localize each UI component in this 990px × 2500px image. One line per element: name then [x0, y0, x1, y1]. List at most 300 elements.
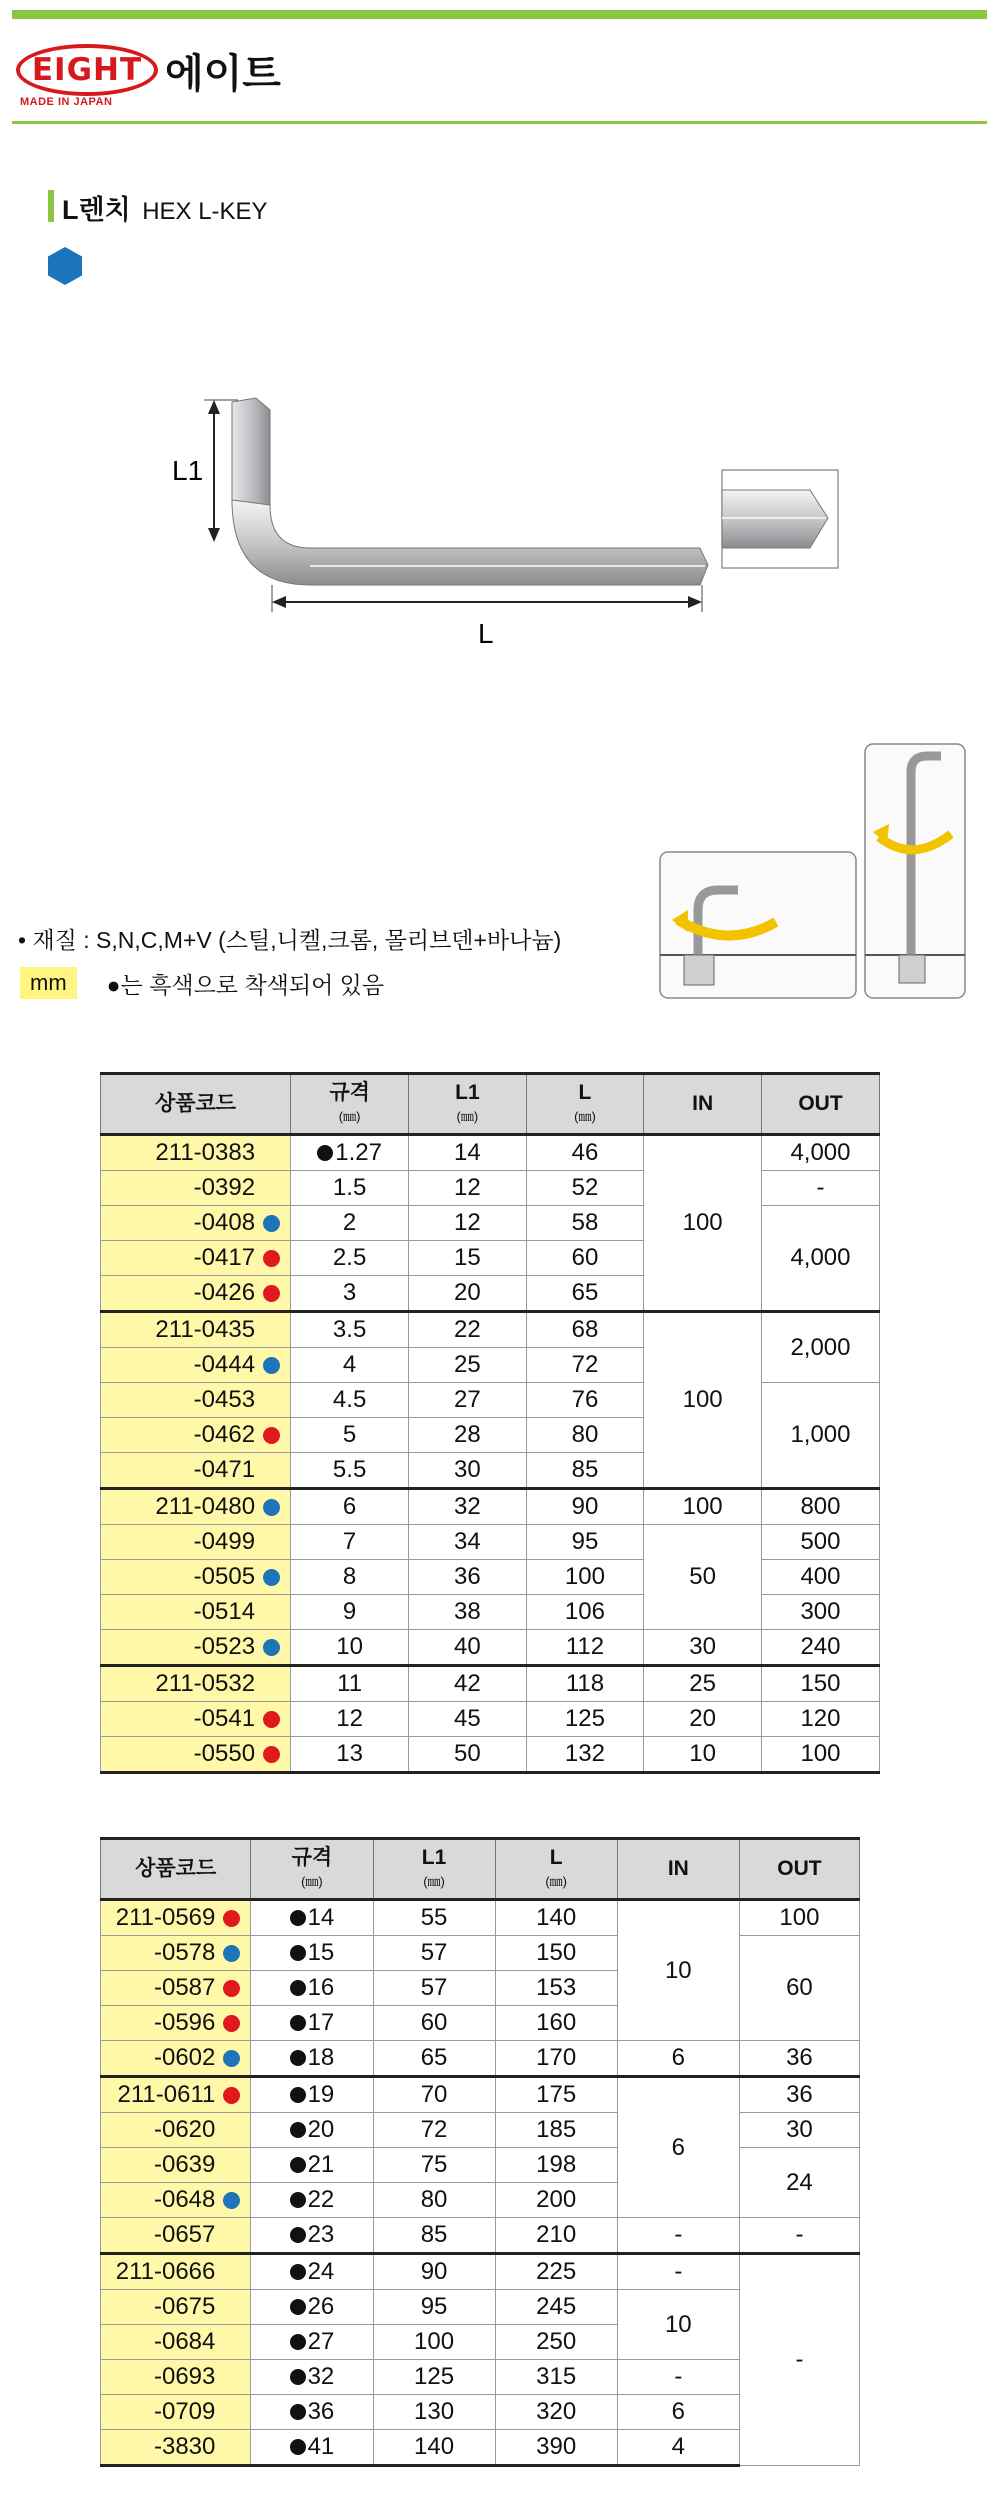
header-unit: (㎜): [301, 1874, 323, 1889]
black-dot-icon: [317, 1145, 333, 1161]
red-dot-icon: [223, 1980, 240, 1997]
product-code-cell: [101, 2254, 251, 2290]
l-cell: 175: [495, 2077, 617, 2113]
l1-cell: 75: [373, 2148, 495, 2183]
table-row: [101, 1666, 880, 1702]
l-cell: 132: [526, 1737, 644, 1773]
red-dot-icon: [223, 2087, 240, 2104]
l-cell: 106: [526, 1595, 644, 1630]
l1-cell: 20: [409, 1276, 526, 1312]
size-cell: [251, 2254, 373, 2290]
product-code-cell: [101, 1135, 291, 1171]
header-label: 상품코드: [154, 1091, 237, 1115]
product-code: 211-0383: [155, 1139, 256, 1166]
in-cell: 6: [617, 2077, 739, 2218]
l-cell: 60: [526, 1241, 644, 1276]
in-cell: 25: [644, 1666, 762, 1702]
l1-cell: 30: [409, 1453, 526, 1489]
size-cell: [251, 1936, 373, 1971]
size-value: 16: [307, 1974, 335, 2001]
size-value: 6: [342, 1493, 357, 1520]
header-unit: (㎜): [545, 1874, 568, 1889]
dot-spacer: [263, 1322, 280, 1339]
size-cell: [291, 1241, 409, 1276]
l-cell: 90: [526, 1489, 644, 1525]
size-value: 21: [307, 2151, 335, 2178]
l-cell: 80: [526, 1418, 644, 1453]
l1-cell: 70: [373, 2077, 495, 2113]
table-row: [101, 2218, 860, 2254]
l-cell: 390: [495, 2430, 617, 2466]
size-value: 10: [336, 1633, 363, 1660]
black-dot-icon: [290, 2087, 306, 2103]
product-code-cell: [101, 2183, 251, 2218]
l-cell: 118: [526, 1666, 644, 1702]
black-dot-icon: [290, 2369, 306, 2385]
size-value: 41: [307, 2433, 335, 2460]
in-cell: 6: [617, 2041, 739, 2077]
in-cell: -: [617, 2218, 739, 2254]
size-cell: [251, 2430, 373, 2466]
top-green-bar: [12, 10, 987, 19]
dot-spacer: [263, 1392, 280, 1409]
logo-text: EIGHT: [31, 52, 143, 88]
size-value: 2.5: [332, 1244, 367, 1271]
size-cell: [291, 1383, 409, 1418]
black-dot-icon: [290, 2439, 306, 2455]
in-cell: 30: [644, 1630, 762, 1666]
size-value: 32: [307, 2363, 335, 2390]
product-code: -0675: [153, 2293, 216, 2320]
out-cell: 300: [761, 1595, 879, 1630]
note-row: [20, 966, 384, 1000]
l-cell: 160: [495, 2006, 617, 2041]
product-code: -0709: [153, 2398, 216, 2425]
l-cell: 46: [526, 1135, 644, 1171]
out-cell: -: [739, 2218, 859, 2254]
product-code: 211-0532: [155, 1670, 256, 1697]
table-row: [101, 1560, 880, 1595]
table-row: [101, 1489, 880, 1525]
header-0: [101, 1839, 251, 1900]
out-cell: 800: [761, 1489, 879, 1525]
product-code-cell: [101, 1702, 291, 1737]
brand-name: 에이트: [165, 52, 281, 96]
table-row: [101, 1206, 880, 1241]
in-cell: 4: [617, 2430, 739, 2466]
product-code-cell: [101, 1666, 291, 1702]
blue-dot-icon: [263, 1357, 280, 1374]
header-label: 상품코드: [135, 1856, 217, 1880]
product-code: -0587: [153, 1974, 216, 2001]
table-row: [101, 1630, 880, 1666]
product-code: -0620: [153, 2116, 216, 2143]
dot-spacer: [223, 2264, 240, 2281]
dot-spacer: [223, 2334, 240, 2351]
size-cell: [251, 2183, 373, 2218]
usage-figure-vertical: [863, 742, 967, 1000]
l1-cell: 130: [373, 2395, 495, 2430]
size-cell: [251, 2006, 373, 2041]
l1-cell: 55: [373, 1900, 495, 1936]
in-cell: 50: [644, 1525, 762, 1630]
size-value: 7: [342, 1528, 357, 1555]
red-dot-icon: [263, 1746, 280, 1763]
header-3: [526, 1074, 644, 1135]
product-code: -0596: [153, 2009, 216, 2036]
l-cell: 198: [495, 2148, 617, 2183]
black-dot-icon: [290, 2264, 306, 2280]
l-cell: 185: [495, 2113, 617, 2148]
header-label: L: [549, 1845, 563, 1869]
size-value: 4.5: [332, 1386, 367, 1413]
size-cell: [251, 2148, 373, 2183]
l1-cell: 22: [409, 1312, 526, 1348]
product-code-cell: [101, 1276, 291, 1312]
product-code-cell: [101, 1936, 251, 1971]
l-cell: 250: [495, 2325, 617, 2360]
spec-table-1: [100, 1072, 880, 1774]
dot-spacer: [263, 1676, 280, 1693]
product-code: -0426: [193, 1279, 256, 1306]
product-code: -3830: [153, 2433, 216, 2460]
product-code: 211-0666: [115, 2258, 216, 2285]
size-value: 2: [342, 1209, 357, 1236]
dim-l1-label: L1: [172, 455, 204, 486]
size-cell: [251, 2395, 373, 2430]
product-code-cell: [101, 2430, 251, 2466]
size-value: 18: [307, 2044, 335, 2071]
header-label: 규격: [291, 1845, 333, 1869]
header-divider: [12, 121, 987, 124]
l1-cell: 25: [409, 1348, 526, 1383]
size-cell: [291, 1489, 409, 1525]
product-code-cell: [101, 2325, 251, 2360]
product-code-cell: [101, 1206, 291, 1241]
product-code: -0444: [193, 1351, 256, 1378]
product-code: -0417: [193, 1244, 256, 1271]
unit-mm-label: mm: [20, 967, 77, 999]
size-cell: [251, 1900, 373, 1936]
l-key-diagram: [160, 380, 880, 660]
product-code: 211-0435: [155, 1316, 256, 1343]
header-unit: (㎜): [423, 1874, 445, 1889]
l1-cell: 38: [409, 1595, 526, 1630]
product-code: -0392: [193, 1174, 256, 1201]
header-label: L1: [421, 1845, 447, 1869]
size-cell: [251, 2325, 373, 2360]
out-cell: 400: [761, 1560, 879, 1595]
out-cell: 100: [739, 1900, 859, 1936]
product-code: 211-0611: [117, 2081, 216, 2108]
out-cell: 36: [739, 2077, 859, 2113]
table-row: [101, 1737, 880, 1773]
dot-spacer: [223, 2404, 240, 2421]
table-row: [101, 1900, 860, 1936]
out-cell: 500: [761, 1525, 879, 1560]
table-row: [101, 2254, 860, 2290]
black-dot-icon: [290, 2015, 306, 2031]
out-cell: 2,000: [761, 1312, 879, 1383]
size-cell: [291, 1595, 409, 1630]
in-cell: -: [617, 2360, 739, 2395]
dot-spacer: [263, 1145, 280, 1162]
l1-cell: 57: [373, 1936, 495, 1971]
product-code-cell: [101, 1171, 291, 1206]
size-cell: [291, 1737, 409, 1773]
l-cell: 210: [495, 2218, 617, 2254]
product-code-cell: [101, 1971, 251, 2006]
logo-subtitle: MADE IN JAPAN: [20, 96, 113, 108]
size-value: 3: [342, 1279, 357, 1306]
l1-cell: 28: [409, 1418, 526, 1453]
red-dot-icon: [263, 1427, 280, 1444]
header-label: OUT: [777, 1856, 822, 1880]
l1-cell: 50: [409, 1737, 526, 1773]
black-dot-icon: [290, 2299, 306, 2315]
product-code-cell: [101, 1348, 291, 1383]
out-cell: 30: [739, 2113, 859, 2148]
header-label: OUT: [798, 1091, 843, 1115]
size-cell: [251, 2041, 373, 2077]
l1-cell: 125: [373, 2360, 495, 2395]
out-cell: 120: [761, 1702, 879, 1737]
l-cell: 76: [526, 1383, 644, 1418]
out-cell: -: [739, 2254, 859, 2466]
hex-icon: [46, 246, 84, 286]
usage-figure-horizontal: [658, 850, 858, 1000]
l1-cell: 27: [409, 1383, 526, 1418]
product-code-cell: [101, 1383, 291, 1418]
table-row: [101, 1702, 880, 1737]
black-dot-icon: [290, 2192, 306, 2208]
product-code-cell: [101, 1241, 291, 1276]
l-cell: 320: [495, 2395, 617, 2430]
size-value: 4: [342, 1351, 357, 1378]
blue-dot-icon: [263, 1215, 280, 1232]
dot-spacer: [263, 1604, 280, 1621]
in-cell: 10: [644, 1737, 762, 1773]
l-cell: 95: [526, 1525, 644, 1560]
spec-table-2: [100, 1837, 860, 2467]
header-label: L: [578, 1080, 592, 1104]
product-title: [62, 188, 268, 227]
l-cell: 225: [495, 2254, 617, 2290]
size-value: 17: [307, 2009, 335, 2036]
red-dot-icon: [223, 1910, 240, 1927]
l-cell: 72: [526, 1348, 644, 1383]
product-code: 211-0480: [155, 1493, 256, 1520]
l-cell: 315: [495, 2360, 617, 2395]
in-cell: 20: [644, 1702, 762, 1737]
l-cell: 140: [495, 1900, 617, 1936]
l1-cell: 95: [373, 2290, 495, 2325]
product-code-cell: [101, 2113, 251, 2148]
product-code-cell: [101, 2290, 251, 2325]
product-code: -0648: [153, 2186, 216, 2213]
out-cell: 100: [761, 1737, 879, 1773]
size-value: 23: [307, 2221, 335, 2248]
l-cell: 170: [495, 2041, 617, 2077]
table-row: [101, 2077, 860, 2113]
in-cell: 6: [617, 2395, 739, 2430]
l1-cell: 57: [373, 1971, 495, 2006]
size-cell: [251, 1971, 373, 2006]
l-cell: 125: [526, 1702, 644, 1737]
blue-dot-icon: [223, 1945, 240, 1962]
header-3: [495, 1839, 617, 1900]
black-dot-icon: [290, 1910, 306, 1926]
material-text: • 재질 : S,N,C,M+V (스틸,니켈,크롬, 몰리브덴+바나늄): [18, 927, 562, 953]
size-cell: [291, 1560, 409, 1595]
product-code: -0684: [153, 2328, 216, 2355]
size-value: 13: [336, 1740, 363, 1767]
l1-cell: 65: [373, 2041, 495, 2077]
header-4: [617, 1839, 739, 1900]
size-value: 12: [336, 1705, 363, 1732]
l1-cell: 80: [373, 2183, 495, 2218]
header-label: 규격: [329, 1080, 370, 1104]
size-value: 24: [307, 2258, 335, 2285]
header-row: [101, 1074, 880, 1135]
product-code: -0639: [153, 2151, 216, 2178]
in-cell: -: [617, 2254, 739, 2290]
product-code-cell: [101, 1737, 291, 1773]
l1-cell: 34: [409, 1525, 526, 1560]
title-accent-bar: [48, 190, 54, 222]
size-cell: [251, 2077, 373, 2113]
out-cell: 36: [739, 2041, 859, 2077]
product-code-cell: [101, 1595, 291, 1630]
l1-cell: 42: [409, 1666, 526, 1702]
product-code-cell: [101, 2148, 251, 2183]
size-cell: [291, 1453, 409, 1489]
red-dot-icon: [263, 1250, 280, 1267]
table-row: [101, 1525, 880, 1560]
product-code: 211-0569: [115, 1904, 216, 1931]
blue-dot-icon: [263, 1499, 280, 1516]
product-code: -0541: [193, 1705, 256, 1732]
size-cell: [291, 1666, 409, 1702]
out-cell: 24: [739, 2148, 859, 2218]
product-code-cell: [101, 2077, 251, 2113]
product-title-kr: L렌치: [62, 195, 131, 225]
header-label: IN: [667, 1856, 689, 1880]
l1-cell: 12: [409, 1206, 526, 1241]
in-cell: 100: [644, 1135, 762, 1312]
product-code: -0657: [153, 2221, 216, 2248]
product-code-cell: [101, 1418, 291, 1453]
l1-cell: 40: [409, 1630, 526, 1666]
out-cell: 4,000: [761, 1206, 879, 1312]
size-value: 20: [307, 2116, 335, 2143]
l1-cell: 100: [373, 2325, 495, 2360]
size-value: 5: [342, 1421, 357, 1448]
l-cell: 150: [495, 1936, 617, 1971]
size-value: 5.5: [332, 1456, 367, 1483]
size-value: 8: [342, 1563, 357, 1590]
product-code-cell: [101, 1489, 291, 1525]
product-code-cell: [101, 1525, 291, 1560]
product-code: -0523: [193, 1633, 256, 1660]
out-cell: 150: [761, 1666, 879, 1702]
dot-spacer: [223, 2439, 240, 2456]
header-2: [409, 1074, 526, 1135]
header-unit: (㎜): [456, 1109, 479, 1124]
table-row: [101, 1171, 880, 1206]
product-code: -0471: [193, 1456, 256, 1483]
in-cell: 10: [617, 1900, 739, 2041]
size-cell: [291, 1135, 409, 1171]
product-code: -0693: [153, 2363, 216, 2390]
black-dot-icon: [290, 2227, 306, 2243]
size-cell: [291, 1312, 409, 1348]
size-cell: [291, 1206, 409, 1241]
product-code: -0602: [153, 2044, 216, 2071]
l-cell: 58: [526, 1206, 644, 1241]
l1-cell: 12: [409, 1171, 526, 1206]
l1-cell: 60: [373, 2006, 495, 2041]
blue-dot-icon: [263, 1569, 280, 1586]
product-code: -0578: [153, 1939, 216, 1966]
table-row: [101, 1595, 880, 1630]
red-dot-icon: [263, 1711, 280, 1728]
size-value: 1.27: [335, 1139, 382, 1166]
product-code-cell: [101, 1630, 291, 1666]
black-dot-icon: [290, 2334, 306, 2350]
l-cell: 68: [526, 1312, 644, 1348]
l-cell: 245: [495, 2290, 617, 2325]
black-dot-icon: [290, 2157, 306, 2173]
black-dot-icon: [290, 2404, 306, 2420]
product-code-cell: [101, 1900, 251, 1936]
l1-cell: 90: [373, 2254, 495, 2290]
size-cell: [291, 1348, 409, 1383]
dot-spacer: [263, 1180, 280, 1197]
red-dot-icon: [263, 1285, 280, 1302]
size-cell: [291, 1171, 409, 1206]
size-cell: [291, 1630, 409, 1666]
dot-spacer: [263, 1534, 280, 1551]
product-code-cell: [101, 2395, 251, 2430]
dim-l-label: L: [478, 618, 494, 649]
in-cell: 10: [617, 2290, 739, 2360]
black-dot-icon: [290, 2122, 306, 2138]
l1-cell: 45: [409, 1702, 526, 1737]
header-1: [251, 1839, 373, 1900]
product-code-cell: [101, 1560, 291, 1595]
dot-spacer: [223, 2122, 240, 2139]
table-row: [101, 2041, 860, 2077]
size-cell: [291, 1702, 409, 1737]
dot-spacer: [223, 2227, 240, 2244]
product-code: -0550: [193, 1740, 256, 1767]
product-code-cell: [101, 2041, 251, 2077]
header-label: L1: [455, 1080, 480, 1104]
l-cell: 100: [526, 1560, 644, 1595]
header-5: [739, 1839, 859, 1900]
product-code: -0499: [193, 1528, 256, 1555]
product-code-cell: [101, 2218, 251, 2254]
black-dot-icon: [290, 1980, 306, 1996]
header-row: [101, 1839, 860, 1900]
l-cell: 65: [526, 1276, 644, 1312]
l-cell: 153: [495, 1971, 617, 2006]
l1-cell: 15: [409, 1241, 526, 1276]
blue-dot-icon: [223, 2192, 240, 2209]
size-cell: [251, 2290, 373, 2325]
blue-dot-icon: [223, 2050, 240, 2067]
